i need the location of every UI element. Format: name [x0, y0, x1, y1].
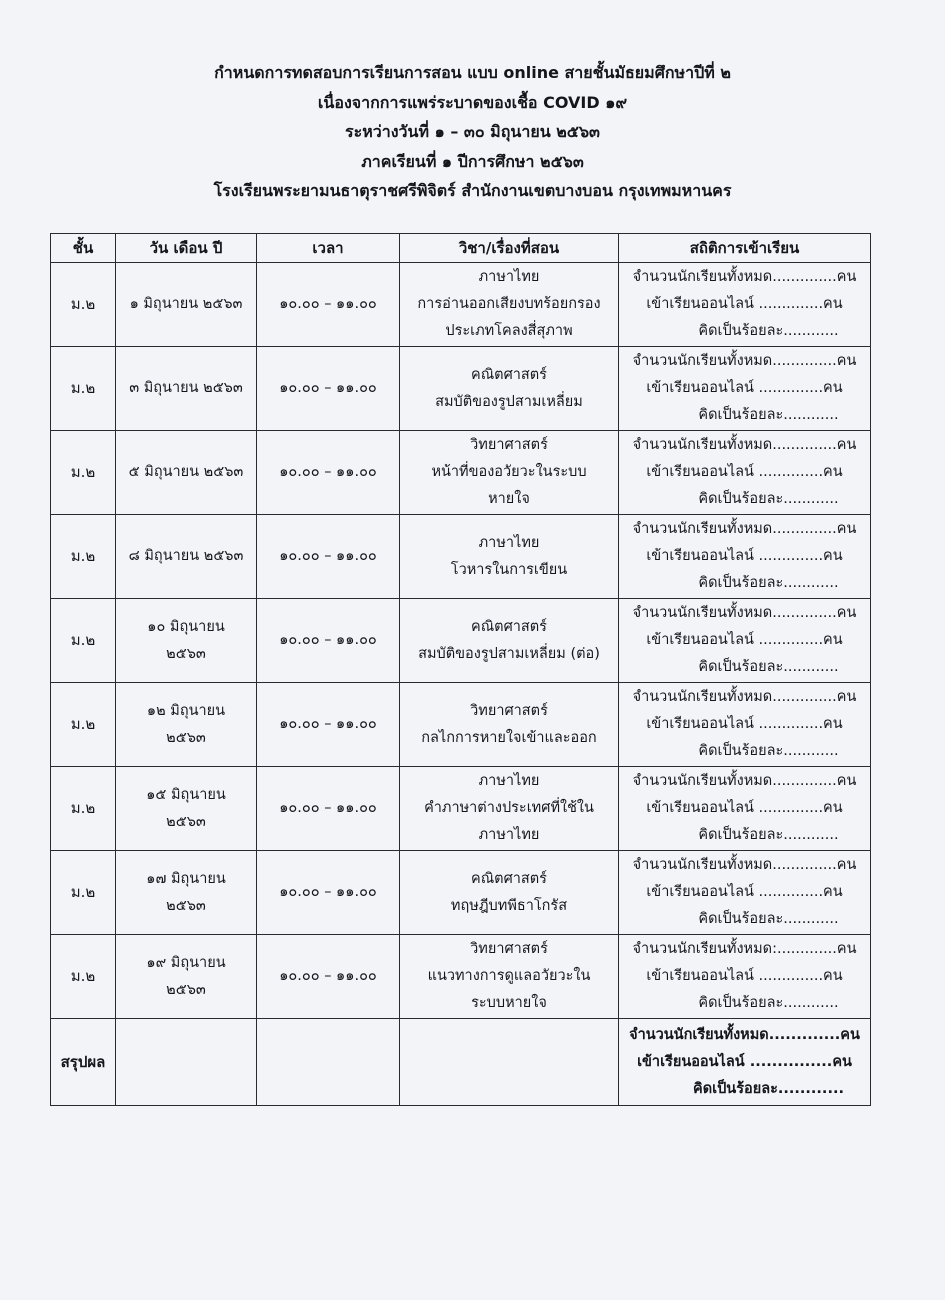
stat-percentage: คิดเป็นร้อยละ............	[698, 743, 839, 759]
date-cell: ๓ มิถุนายน ๒๕๖๓	[116, 347, 257, 431]
stat-total-students: จำนวนนักเรียนทั้งหมด:.............คน	[632, 941, 857, 957]
stats-cell	[619, 599, 871, 683]
stat-online-attendance: เข้าเรียนออนไลน์ ..............คน	[646, 296, 843, 312]
table-row	[51, 599, 871, 683]
col-header-time: เวลา	[257, 234, 400, 263]
header-semester: ภาคเรียนที่ ๑ ปีการศึกษา ๒๕๖๓	[361, 151, 584, 171]
summary-stats-cell	[619, 1019, 871, 1106]
subject-name: ภาษาไทย	[478, 269, 540, 285]
grade-cell: ม.๒	[51, 263, 116, 347]
stat-total-students: จำนวนนักเรียนทั้งหมด..............คน	[632, 689, 857, 705]
topic-line: หายใจ	[488, 491, 530, 507]
subject-name: คณิตศาสตร์	[471, 618, 547, 635]
table-row	[51, 683, 871, 767]
stat-online-attendance: เข้าเรียนออนไลน์ ..............คน	[646, 884, 843, 900]
subject-cell	[400, 683, 619, 767]
subject-cell	[400, 767, 619, 851]
stat-percentage: คิดเป็นร้อยละ............	[698, 491, 839, 507]
summary-total-students: จำนวนนักเรียนทั้งหมด.............คน	[629, 1026, 860, 1043]
subject-cell	[400, 347, 619, 431]
subject-name: ภาษาไทย	[478, 534, 540, 551]
stat-online-attendance: เข้าเรียนออนไลน์ ..............คน	[646, 380, 843, 396]
table-row	[51, 431, 871, 515]
stat-percentage: คิดเป็นร้อยละ............	[698, 911, 839, 927]
stat-online-attendance: เข้าเรียนออนไลน์ ..............คน	[646, 968, 843, 984]
date-cell: ๑๙ มิถุนายน ๒๕๖๓	[116, 935, 257, 1019]
document-header	[0, 58, 945, 206]
stat-online-attendance: เข้าเรียนออนไลน์ ..............คน	[646, 800, 843, 816]
stat-online-attendance: เข้าเรียนออนไลน์ ..............คน	[646, 548, 843, 564]
date-cell: ๘ มิถุนายน ๒๕๖๓	[116, 515, 257, 599]
grade-cell: ม.๒	[51, 935, 116, 1019]
topic-line: หน้าที่ของอวัยวะในระบบ	[431, 464, 587, 480]
subject-name: ภาษาไทย	[478, 773, 540, 789]
topic-line: โวหารในการเขียน	[450, 561, 568, 578]
stat-percentage: คิดเป็นร้อยละ............	[698, 827, 839, 843]
stats-cell	[619, 683, 871, 767]
grade-cell: ม.๒	[51, 347, 116, 431]
topic-line: การอ่านออกเสียงบทร้อยกรอง	[417, 296, 601, 312]
time-cell: ๑๐.๐๐ – ๑๑.๐๐	[257, 347, 400, 431]
grade-cell: ม.๒	[51, 851, 116, 935]
topic-line: สมบัติของรูปสามเหลี่ยม	[435, 393, 583, 410]
topic-line: ระบบหายใจ	[471, 995, 547, 1011]
subject-cell	[400, 263, 619, 347]
topic-line: ทฤษฎีบทพีธาโกรัส	[450, 897, 568, 914]
schedule-table	[50, 233, 871, 1106]
topic-line: ภาษาไทย	[478, 827, 540, 843]
summary-percentage: คิดเป็นร้อยละ............	[693, 1080, 844, 1097]
subject-name: วิทยาศาสตร์	[470, 941, 548, 957]
subject-name: วิทยาศาสตร์	[470, 702, 548, 719]
table-row	[51, 851, 871, 935]
stats-cell	[619, 767, 871, 851]
subject-name: คณิตศาสตร์	[471, 870, 547, 887]
summary-online-attendance: เข้าเรียนออนไลน์ ...............คน	[637, 1053, 852, 1070]
subject-cell	[400, 431, 619, 515]
stat-total-students: จำนวนนักเรียนทั้งหมด..............คน	[632, 353, 857, 369]
grade-cell: ม.๒	[51, 515, 116, 599]
stats-cell	[619, 347, 871, 431]
stats-cell	[619, 851, 871, 935]
stats-cell	[619, 935, 871, 1019]
stat-total-students: จำนวนนักเรียนทั้งหมด..............คน	[632, 773, 857, 789]
table-row	[51, 515, 871, 599]
stat-total-students: จำนวนนักเรียนทั้งหมด..............คน	[632, 437, 857, 453]
summary-row	[51, 1019, 871, 1106]
time-cell: ๑๐.๐๐ – ๑๑.๐๐	[257, 935, 400, 1019]
table-row	[51, 263, 871, 347]
grade-cell: ม.๒	[51, 431, 116, 515]
grade-cell: ม.๒	[51, 683, 116, 767]
subject-cell	[400, 851, 619, 935]
stat-online-attendance: เข้าเรียนออนไลน์ ..............คน	[646, 464, 843, 480]
stats-cell	[619, 263, 871, 347]
col-header-grade: ชั้น	[51, 234, 116, 263]
stat-online-attendance: เข้าเรียนออนไลน์ ..............คน	[646, 716, 843, 732]
schedule-body	[51, 263, 871, 1106]
time-cell: ๑๐.๐๐ – ๑๑.๐๐	[257, 599, 400, 683]
time-cell: ๑๐.๐๐ – ๑๑.๐๐	[257, 767, 400, 851]
subject-name: วิทยาศาสตร์	[470, 437, 548, 453]
subject-cell	[400, 599, 619, 683]
subject-cell	[400, 515, 619, 599]
col-header-stats: สถิติการเข้าเรียน	[619, 234, 871, 263]
topic-line: คำภาษาต่างประเทศที่ใช้ใน	[424, 800, 594, 816]
stat-percentage: คิดเป็นร้อยละ............	[698, 995, 839, 1011]
topic-line: สมบัติของรูปสามเหลี่ยม (ต่อ)	[418, 645, 600, 662]
table-row	[51, 767, 871, 851]
stat-percentage: คิดเป็นร้อยละ............	[698, 659, 839, 675]
subject-cell	[400, 935, 619, 1019]
stat-online-attendance: เข้าเรียนออนไลน์ ..............คน	[646, 632, 843, 648]
stat-total-students: จำนวนนักเรียนทั้งหมด..............คน	[632, 605, 857, 621]
stat-percentage: คิดเป็นร้อยละ............	[698, 575, 839, 591]
date-cell: ๑๕ มิถุนายน ๒๕๖๓	[116, 767, 257, 851]
date-cell: ๑๗ มิถุนายน ๒๕๖๓	[116, 851, 257, 935]
table-row	[51, 347, 871, 431]
table-header-row	[51, 234, 871, 263]
topic-line: กลไกการหายใจเข้าและออก	[421, 729, 597, 746]
summary-label: สรุปผล	[51, 1019, 116, 1106]
stat-total-students: จำนวนนักเรียนทั้งหมด..............คน	[632, 269, 857, 285]
header-date-range: ระหว่างวันที่ ๑ – ๓๐ มิถุนายน ๒๕๖๓	[345, 122, 600, 141]
grade-cell: ม.๒	[51, 767, 116, 851]
stat-total-students: จำนวนนักเรียนทั้งหมด..............คน	[632, 521, 857, 537]
grade-cell: ม.๒	[51, 599, 116, 683]
header-title: กำหนดการทดสอบการเรียนการสอน แบบ online สายชั้นมัธยมศึกษาปีที่ ๒	[214, 63, 731, 82]
summary-date-cell	[116, 1019, 257, 1106]
topic-line: แนวทางการดูแลอวัยวะใน	[427, 968, 591, 984]
time-cell: ๑๐.๐๐ – ๑๑.๐๐	[257, 683, 400, 767]
stats-cell	[619, 515, 871, 599]
stats-cell	[619, 431, 871, 515]
date-cell: ๑ มิถุนายน ๒๕๖๓	[116, 263, 257, 347]
time-cell: ๑๐.๐๐ – ๑๑.๐๐	[257, 263, 400, 347]
time-cell: ๑๐.๐๐ – ๑๑.๐๐	[257, 431, 400, 515]
date-cell: ๑๐ มิถุนายน ๒๕๖๓	[116, 599, 257, 683]
stat-total-students: จำนวนนักเรียนทั้งหมด..............คน	[632, 857, 857, 873]
header-reason: เนื่องจากการแพร่ระบาดของเชื้อ COVID ๑๙	[317, 92, 628, 112]
topic-line: ประเภทโคลงสี่สุภาพ	[445, 323, 573, 339]
subject-name: คณิตศาสตร์	[471, 366, 547, 383]
summary-subject-cell	[400, 1019, 619, 1106]
date-cell: ๕ มิถุนายน ๒๕๖๓	[116, 431, 257, 515]
stat-percentage: คิดเป็นร้อยละ............	[698, 407, 839, 423]
time-cell: ๑๐.๐๐ – ๑๑.๐๐	[257, 851, 400, 935]
time-cell: ๑๐.๐๐ – ๑๑.๐๐	[257, 515, 400, 599]
col-header-subject: วิชา/เรื่องที่สอน	[400, 234, 619, 263]
col-header-date: วัน เดือน ปี	[116, 234, 257, 263]
summary-time-cell	[257, 1019, 400, 1106]
date-cell: ๑๒ มิถุนายน ๒๕๖๓	[116, 683, 257, 767]
header-school: โรงเรียนพระยามนธาตุราชศรีพิจิตร์ สำนักงานเขตบางบอน กรุงเทพมหานคร	[213, 181, 732, 200]
stat-percentage: คิดเป็นร้อยละ............	[698, 323, 839, 339]
table-row	[51, 935, 871, 1019]
